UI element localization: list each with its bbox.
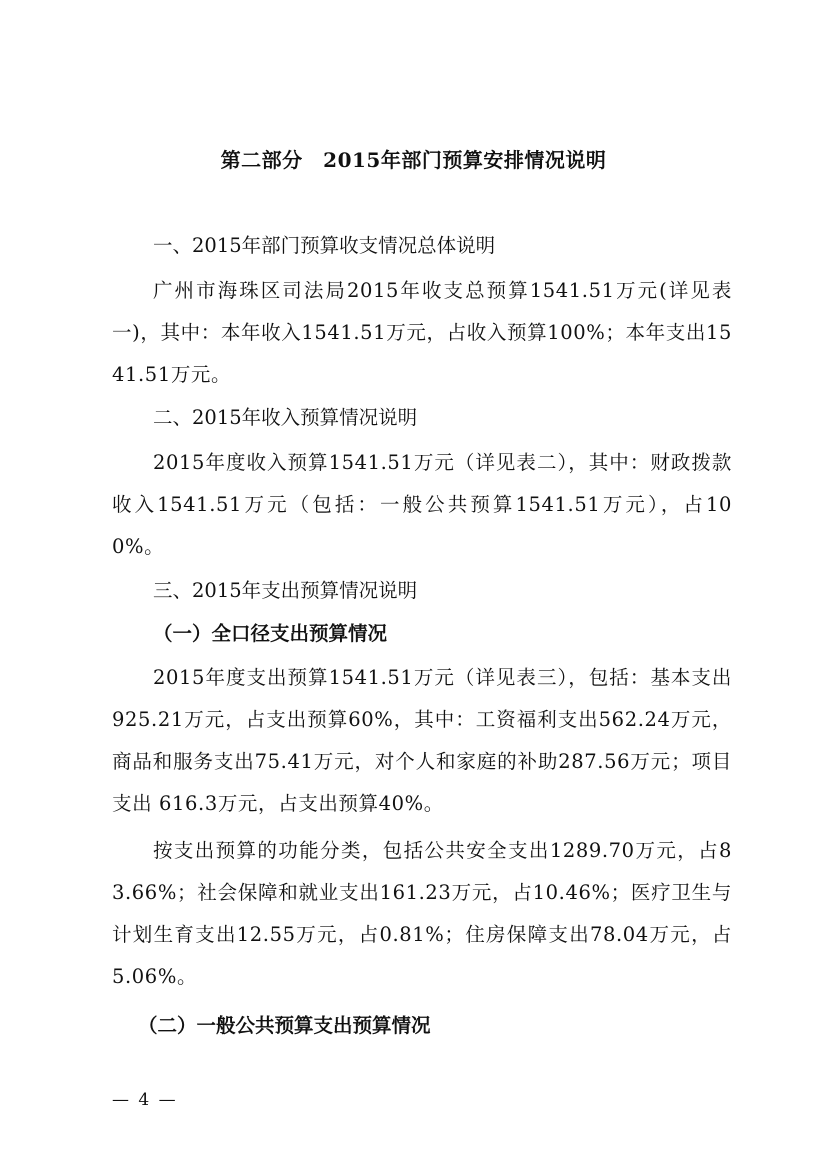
subsection-heading-1: （一）全口径支出预算情况 <box>153 622 388 645</box>
section-paragraph-3: 2015年度支出预算1541.51万元（详见表三），包括：基本支出925.21万元，占支出预算60%，其中：工资福利支出562.24万元，商品和服务支出75.41万元，对个人和家庭的补助287.56万元；项目支出 616.3万元，占支出预算40%。 <box>112 666 732 815</box>
section-paragraph-2: 2015年度收入预算1541.51万元（详见表二），其中：财政拨款收入1541.51万元（包括：一般公共预算1541.51万元），占100%。 <box>112 451 732 558</box>
section-paragraph-1: 广州市海珠区司法局2015年收支总预算1541.51万元(详见表一)，其中：本年收入1541.51万元，占收入预算100%；本年支出1541.51万元。 <box>112 279 732 386</box>
part-title: 第二部分 2015年部门预算安排情况说明 <box>220 148 607 172</box>
section-paragraph-4: 按支出预算的功能分类，包括公共安全支出1289.70万元，占83.66%；社会保障和就业支出161.23万元，占10.46%；医疗卫生与计划生育支出12.55万元，占0.81%；住房保障支出78.04万元，占5.06%。 <box>112 839 732 988</box>
section-heading-1: 一、2015年部门预算收支情况总体说明 <box>153 234 496 257</box>
page-number: — 4 — <box>112 1090 178 1110</box>
section-heading-3: 三、2015年支出预算情况说明 <box>153 579 418 602</box>
subsection-heading-2: （二）一般公共预算支出预算情况 <box>138 1014 431 1037</box>
section-heading-2: 二、2015年收入预算情况说明 <box>153 406 418 429</box>
